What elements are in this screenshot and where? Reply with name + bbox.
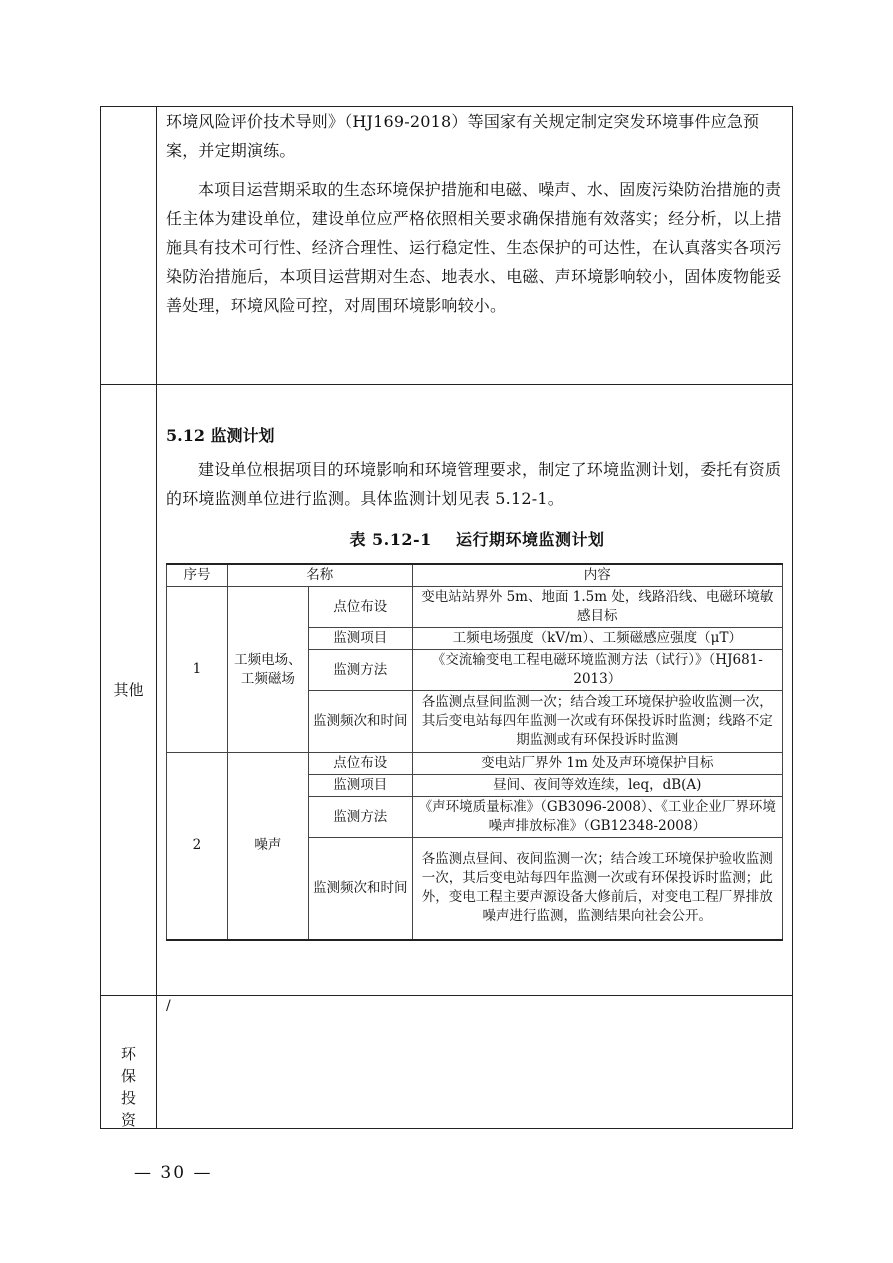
content-cell: 《声环境质量标准》（GB3096-2008）、《工业企业厂界环境噪声排放标准》（GB12348-2008） bbox=[412, 797, 782, 838]
intro-paragraph-1: 环境风险评价技术导则》（HJ169-2018）等国家有关规定制定突发环境事件应急预案，并定期演练。 bbox=[166, 112, 760, 160]
table-row bbox=[167, 753, 783, 775]
table-header-row bbox=[167, 564, 783, 587]
section-label: 其他 bbox=[113, 681, 144, 699]
content-cell: 变电站站界外 5m、地面 1.5m 处，线路沿线、电磁环境敏感目标 bbox=[412, 587, 782, 628]
group-name: 噪声 bbox=[227, 753, 308, 940]
item-cell: 监测项目 bbox=[308, 628, 412, 650]
investment-value: / bbox=[166, 998, 171, 1014]
item-cell: 点位布设 bbox=[308, 753, 412, 775]
table-caption: 表 5.12-1 运行期环境监测计划 bbox=[349, 530, 605, 549]
group-no: 2 bbox=[167, 753, 228, 940]
group-name: 工频电场、工频磁场 bbox=[227, 587, 308, 753]
item-cell: 监测方法 bbox=[308, 650, 412, 691]
header-content: 内容 bbox=[412, 564, 782, 587]
content-cell: 各监测点昼间监测一次；结合竣工环境保护验收监测一次，其后变电站每四年监测一次或有环保投诉时监测；线路不定期监测或有环保投诉时监测 bbox=[412, 691, 782, 753]
section-paragraph: 建设单位根据项目的环境影响和环境管理要求，制定了环境监测计划，委托有资质的环境监测单位进行监测。具体监测计划见表 5.12-1。 bbox=[166, 460, 782, 508]
column-divider bbox=[156, 106, 157, 1129]
header-no: 序号 bbox=[167, 564, 228, 587]
page-number: — 30 — bbox=[134, 1163, 213, 1183]
content-cell: 各监测点昼间、夜间监测一次；结合竣工环境保护验收监测一次，其后变电站每四年监测一次或有环保投诉时监测；此外，变电工程主要声源设备大修前后，对变电工程厂界排放噪声进行监测，监测结果向社会公开。 bbox=[412, 838, 782, 940]
item-cell: 监测项目 bbox=[308, 775, 412, 797]
group-no: 1 bbox=[167, 587, 228, 753]
section-heading: 5.12 监测计划 bbox=[166, 426, 275, 445]
content-cell: 《交流输变电工程电磁环境监测方法（试行）》（HJ681-2013） bbox=[412, 650, 782, 691]
table-row bbox=[167, 587, 783, 628]
intro-paragraph-2: 本项目运营期采取的生态环境保护措施和电磁、噪声、水、固废污染防治措施的责任主体为建设单位，建设单位应严格依照相关要求确保措施有效落实；经分析，以上措施具有技术可行性、经济合理性、运行稳定性、生态保护的可达性，在认真落实各项污染防治措施后，本项目运营期对生态、地表水、电磁、声环境影响较小，固体废物能妥善处理，环境风险可控，对周围环境影响较小。 bbox=[166, 180, 782, 315]
item-cell: 监测频次和时间 bbox=[308, 838, 412, 940]
content-cell: 工频电场强度（kV/m）、工频磁感应强度（μT） bbox=[412, 628, 782, 650]
row-divider-1 bbox=[100, 384, 793, 385]
item-cell: 点位布设 bbox=[308, 587, 412, 628]
content-cell: 变电站厂界外 1m 处及声环境保护目标 bbox=[412, 753, 782, 775]
item-cell: 监测频次和时间 bbox=[308, 691, 412, 753]
content-cell: 昼间、夜间等效连续，leq，dB(A) bbox=[412, 775, 782, 797]
row-divider-2 bbox=[100, 995, 793, 996]
investment-label: 环保投资 bbox=[120, 1045, 136, 1129]
item-cell: 监测方法 bbox=[308, 797, 412, 838]
header-name: 名称 bbox=[227, 564, 412, 587]
monitoring-table bbox=[166, 563, 783, 941]
